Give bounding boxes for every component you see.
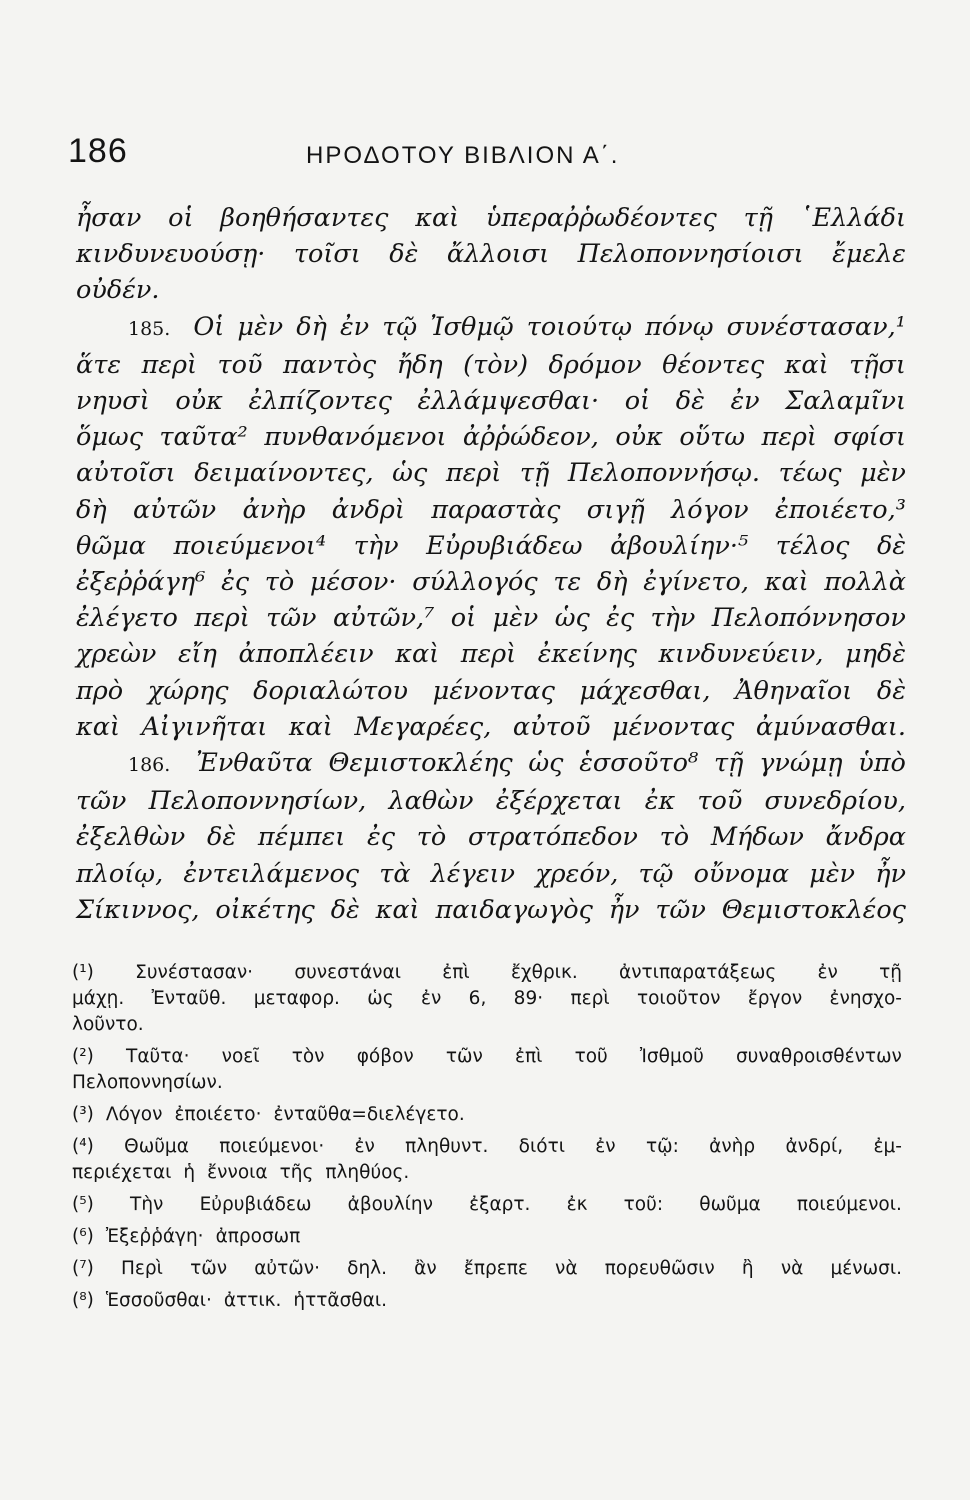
- text-line: ὅμως ταῦτα² πυνθανόμενοι ἀῤῥώδεον, οὐκ οὕτω περὶ σφίσι: [76, 422, 906, 453]
- running-title: ΗΡΟΔΟΤΟΥ ΒΙΒΛΙΟΝ Α΄.: [306, 142, 620, 169]
- text-line: 186. Ἐνθαῦτα Θεμιστοκλέης ὡς ἑσσοῦτο⁸ τῇ γνώμῃ ὑπὸ: [76, 745, 906, 783]
- footnote-line: περιέχεται ἡ ἔννοια τῆς πληθύος.: [72, 1162, 410, 1183]
- footnote-line: (¹) Συνέστασαν· συνεστάναι ἐπὶ ἔχθρικ. ἀντιπαρατάξεως ἐν τῇ: [72, 962, 902, 983]
- section-number: 185.: [128, 317, 171, 340]
- text-line: πλοίῳ, ἐντειλάμενος τὰ λέγειν χρεόν, τῷ οὔνομα μὲν ἦν: [76, 858, 906, 889]
- text-line: κινδυνευούσῃ· τοῖσι δὲ ἄλλοισι Πελοποννησίοισι ἔμελε: [76, 239, 906, 270]
- footnote-line: (³) Λόγον ἐποιέετο· ἐνταῦθα=διελέγετο.: [72, 1104, 465, 1125]
- text-line: ἐξεῤῥάγη⁶ ἐς τὸ μέσον· σύλλογός τε δὴ ἐγίνετο, καὶ πολλὰ: [76, 567, 906, 598]
- text-line: ἅτε περὶ τοῦ παντὸς ἤδη (τὸν) δρόμον θέοντες καὶ τῇσι: [76, 349, 906, 380]
- page-number: 186: [68, 132, 128, 170]
- main-text: [76, 200, 906, 928]
- section-number: 186.: [128, 754, 171, 777]
- text-line: ἐξελθὼν δὲ πέμπει ἐς τὸ στρατόπεδον τὸ Μήδων ἄνδρα: [76, 822, 906, 853]
- footnote-line: μάχῃ. Ἐνταῦθ. μεταφορ. ὡς ἐν 6, 89· περὶ τοιοῦτον ἔργον ἐνησχο-: [72, 988, 902, 1009]
- text-line: τῶν Πελοποννησίων, λαθὼν ἐξέρχεται ἐκ τοῦ συνεδρίου,: [76, 786, 906, 817]
- text-line: ἐλέγετο περὶ τῶν αὐτῶν,⁷ οἱ μὲν ὡς ἐς τὴν Πελοπόννησον: [76, 603, 906, 634]
- footnote-line: λοῦντο.: [72, 1014, 144, 1035]
- text-line: χρεὼν εἴη ἀποπλέειν καὶ περὶ ἐκείνης κινδυνεύειν, μηδὲ: [76, 639, 906, 670]
- footnote-line: (⁵) Τὴν Εὐρυβιάδεω ἀβουλίην ἐξαρτ. ἐκ τοῦ: θωῦμα ποιεύμενοι.: [72, 1194, 902, 1215]
- text-line: καὶ Αἰγινῆται καὶ Μεγαρέες, αὐτοῦ μένοντας ἀμύνασθαι.: [76, 711, 906, 742]
- text-line: 185. Οἱ μὲν δὴ ἐν τῷ Ἰσθμῷ τοιούτῳ πόνῳ συνέστασαν,¹: [76, 309, 906, 347]
- text-line: θῶμα ποιεύμενοι⁴ τὴν Εὐρυβιάδεω ἀβουλίην·⁵ τέλος δὲ: [76, 530, 906, 561]
- text-line: ἦσαν οἱ βοηθήσαντες καὶ ὑπεραῤῥωδέοντες τῇ ῾Ελλάδι: [76, 203, 906, 233]
- footnote-line: (⁷) Περὶ τῶν αὐτῶν· δηλ. ἂν ἔπρεπε νὰ πορευθῶσιν ἢ νὰ μένωσι.: [72, 1258, 902, 1279]
- text-line: νηυσὶ οὐκ ἐλπίζοντες ἐλλάμψεσθαι· οἱ δὲ ἐν Σαλαμῖνι: [76, 386, 906, 417]
- footnotes: [72, 960, 902, 1314]
- footnote-line: (⁸) Ἑσσοῦσθαι· ἀττικ. ἡττᾶσθαι.: [72, 1290, 387, 1311]
- page-header: [68, 132, 908, 182]
- text-line: Σίκιννος, οἰκέτης δὲ καὶ παιδαγωγὸς ἦν τῶν Θεμιστοκλέος: [76, 894, 906, 925]
- text-line: οὐδέν.: [76, 275, 160, 306]
- text-line: δὴ αὐτῶν ἀνὴρ ἀνδρὶ παραστὰς σιγῇ λόγον ἐποιέετο,³: [76, 494, 906, 525]
- footnote-line: (⁴) Θωῦμα ποιεύμενοι· ἐν πληθυντ. διότι ἐν τῷ: ἀνὴρ ἀνδρί, ἐμ-: [72, 1136, 902, 1157]
- footnote-line: (⁶) Ἐξεῤῥάγη· ἀπροσωπ: [72, 1226, 301, 1247]
- text-line: αὐτοῖσι δειμαίνοντες, ὡς περὶ τῇ Πελοποννήσῳ. τέως μὲν: [76, 458, 906, 489]
- text-line: πρὸ χώρης δοριαλώτου μένοντας μάχεσθαι, Ἀθηναῖοι δὲ: [76, 675, 906, 706]
- footnote-line: Πελοποννησίων.: [72, 1072, 223, 1093]
- footnote-line: (²) Ταῦτα· νοεῖ τὸν φόβον τῶν ἐπὶ τοῦ Ἰσθμοῦ συναθροισθέντων: [72, 1046, 902, 1067]
